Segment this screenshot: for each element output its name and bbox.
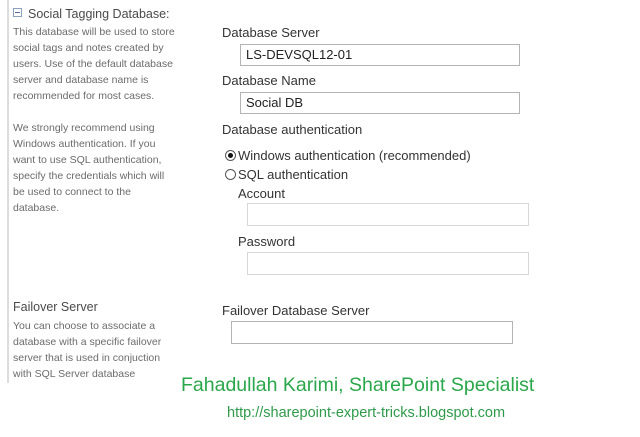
description-line: This database will be used to store bbox=[13, 26, 175, 38]
description-line: specify the credentials which will bbox=[13, 170, 165, 182]
account-label: Account bbox=[238, 186, 285, 201]
watermark-author: Fahadullah Karimi, SharePoint Specialist bbox=[181, 374, 535, 396]
description-line: server and database name is bbox=[13, 74, 149, 86]
database-name-input[interactable] bbox=[240, 92, 520, 114]
description-line: Windows authentication. If you bbox=[13, 138, 156, 150]
description-line: be used to connect to the bbox=[13, 186, 131, 198]
description-line: with SQL Server database bbox=[13, 368, 136, 380]
account-input[interactable] bbox=[247, 203, 529, 226]
description-line: users. Use of the default database bbox=[13, 58, 173, 70]
section-left-border bbox=[7, 0, 9, 383]
windows-auth-option[interactable] bbox=[225, 148, 471, 163]
database-server-label: Database Server bbox=[222, 25, 320, 40]
sql-auth-radio[interactable] bbox=[225, 169, 236, 180]
failover-server-input[interactable] bbox=[231, 321, 513, 344]
description-line: recommended for most cases. bbox=[13, 90, 155, 102]
description-line: database with a specific failover bbox=[13, 336, 162, 348]
social-db-section-title: Social Tagging Database: bbox=[28, 7, 170, 21]
database-server-input[interactable] bbox=[240, 44, 520, 66]
database-name-value: Social DB bbox=[246, 95, 304, 110]
database-name-label: Database Name bbox=[222, 73, 316, 88]
auth-description bbox=[13, 120, 203, 216]
windows-auth-label[interactable]: Windows authentication (recommended) bbox=[238, 148, 471, 163]
description-line: You can choose to associate a bbox=[13, 320, 156, 332]
social-db-section-header[interactable] bbox=[13, 7, 170, 21]
description-line: database. bbox=[13, 202, 60, 214]
password-input[interactable] bbox=[247, 252, 529, 275]
database-server-value: LS-DEVSQL12-01 bbox=[246, 47, 353, 62]
description-line: We strongly recommend using bbox=[13, 122, 155, 134]
password-label: Password bbox=[238, 234, 296, 249]
database-authentication-label: Database authentication bbox=[222, 122, 363, 137]
description-line: server that is used in conjuction bbox=[13, 352, 161, 364]
failover-server-label: Failover Database Server bbox=[222, 303, 370, 318]
failover-description bbox=[13, 318, 203, 382]
sql-auth-label[interactable]: SQL authentication bbox=[238, 167, 349, 182]
description-line: want to use SQL authentication, bbox=[13, 154, 162, 166]
watermark-url: http://sharepoint-expert-tricks.blogspot.com bbox=[227, 405, 506, 421]
sql-auth-option[interactable] bbox=[225, 167, 348, 182]
social-db-description bbox=[13, 24, 203, 104]
failover-section-title: Failover Server bbox=[13, 300, 98, 314]
description-line: social tags and notes created by bbox=[13, 42, 164, 54]
collapse-icon[interactable] bbox=[13, 8, 22, 17]
windows-auth-radio[interactable] bbox=[225, 150, 236, 161]
